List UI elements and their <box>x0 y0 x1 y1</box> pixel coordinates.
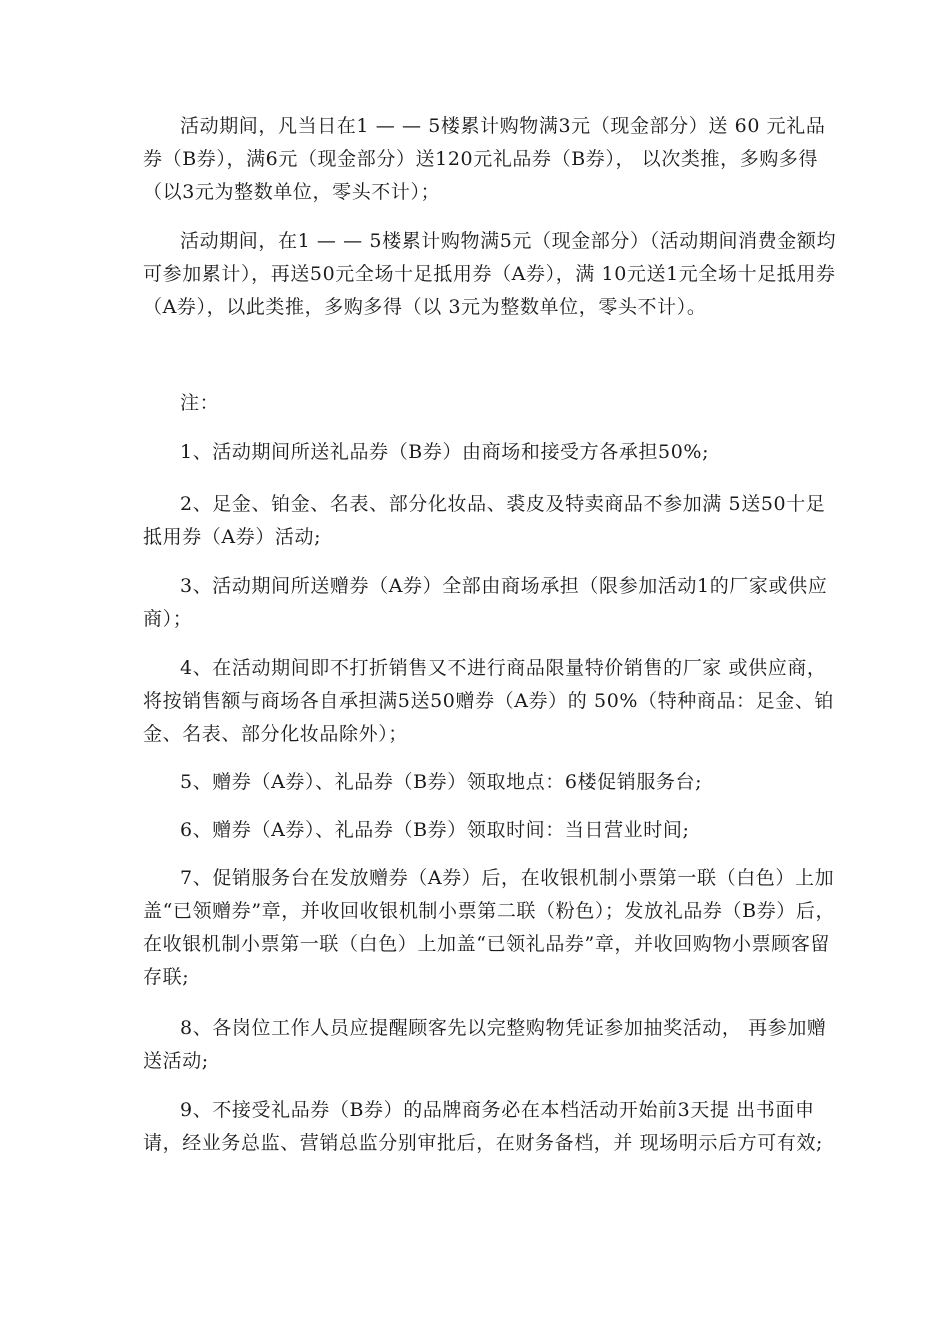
note-item-1: 1、活动期间所送礼品券（B券）由商场和接受方各承担50%; <box>180 441 710 463</box>
note-item-8: 8、各岗位工作人员应提醒顾客先以完整购物凭证参加抽奖活动， 再参加赠送活动; <box>143 1017 827 1072</box>
note-item-2: 2、足金、铂金、名表、部分化妆品、裘皮及特卖商品不参加满 5送50十足抵用券（A券）活动; <box>143 493 826 548</box>
paragraph-a-coupon-offer: 活动期间，在1 — — 5楼累计购物满5元（现金部分）（活动期间消费金额均可参加累计），再送50元全场十足抵用券（A券），满 10元送1元全场十足抵用券（A券），以此类推，多购多得（以 3元为整数单位，零头不计）。 <box>143 230 837 318</box>
notes-heading: 注： <box>180 392 220 414</box>
note-item-7: 7、促销服务台在发放赠券（A券）后，在收银机制小票第一联（白色）上加盖“已领赠券”章，并收回收银机制小票第二联（粉色）；发放礼品券（B券）后，在收银机制小票第一联（白色）上加盖“已领礼品券”章，并收回购物小票顾客留存联; <box>143 867 836 988</box>
note-item-4: 4、在活动期间即不打折销售又不进行商品限量特价销售的厂家 或供应商，将按销售额与商场各自承担满5送50赠券（A券）的 50%（特种商品：足金、铂金、名表、部分化妆品除外）； <box>143 657 835 745</box>
note-item-6: 6、赠券（A券）、礼品券（B券）领取时间：当日营业时间; <box>180 819 690 841</box>
note-item-9: 9、不接受礼品券（B券）的品牌商务必在本档活动开始前3天提 出书面申请，经业务总监、营销总监分别审批后，在财务备档，并 现场明示后方可有效; <box>143 1099 824 1154</box>
paragraph-b-coupon-offer: 活动期间，凡当日在1 — — 5楼累计购物满3元（现金部分）送 60 元礼品券（B券），满6元（现金部分）送120元礼品券（B券）， 以次类推，多购多得（以3元为整数单位，零头不计）； <box>143 115 826 203</box>
note-item-3: 3、活动期间所送赠券（A券）全部由商场承担（限参加活动1的厂家或供应商）； <box>143 575 828 630</box>
note-item-5: 5、赠券（A券）、礼品券（B券）领取地点：6楼促销服务台; <box>180 771 703 793</box>
